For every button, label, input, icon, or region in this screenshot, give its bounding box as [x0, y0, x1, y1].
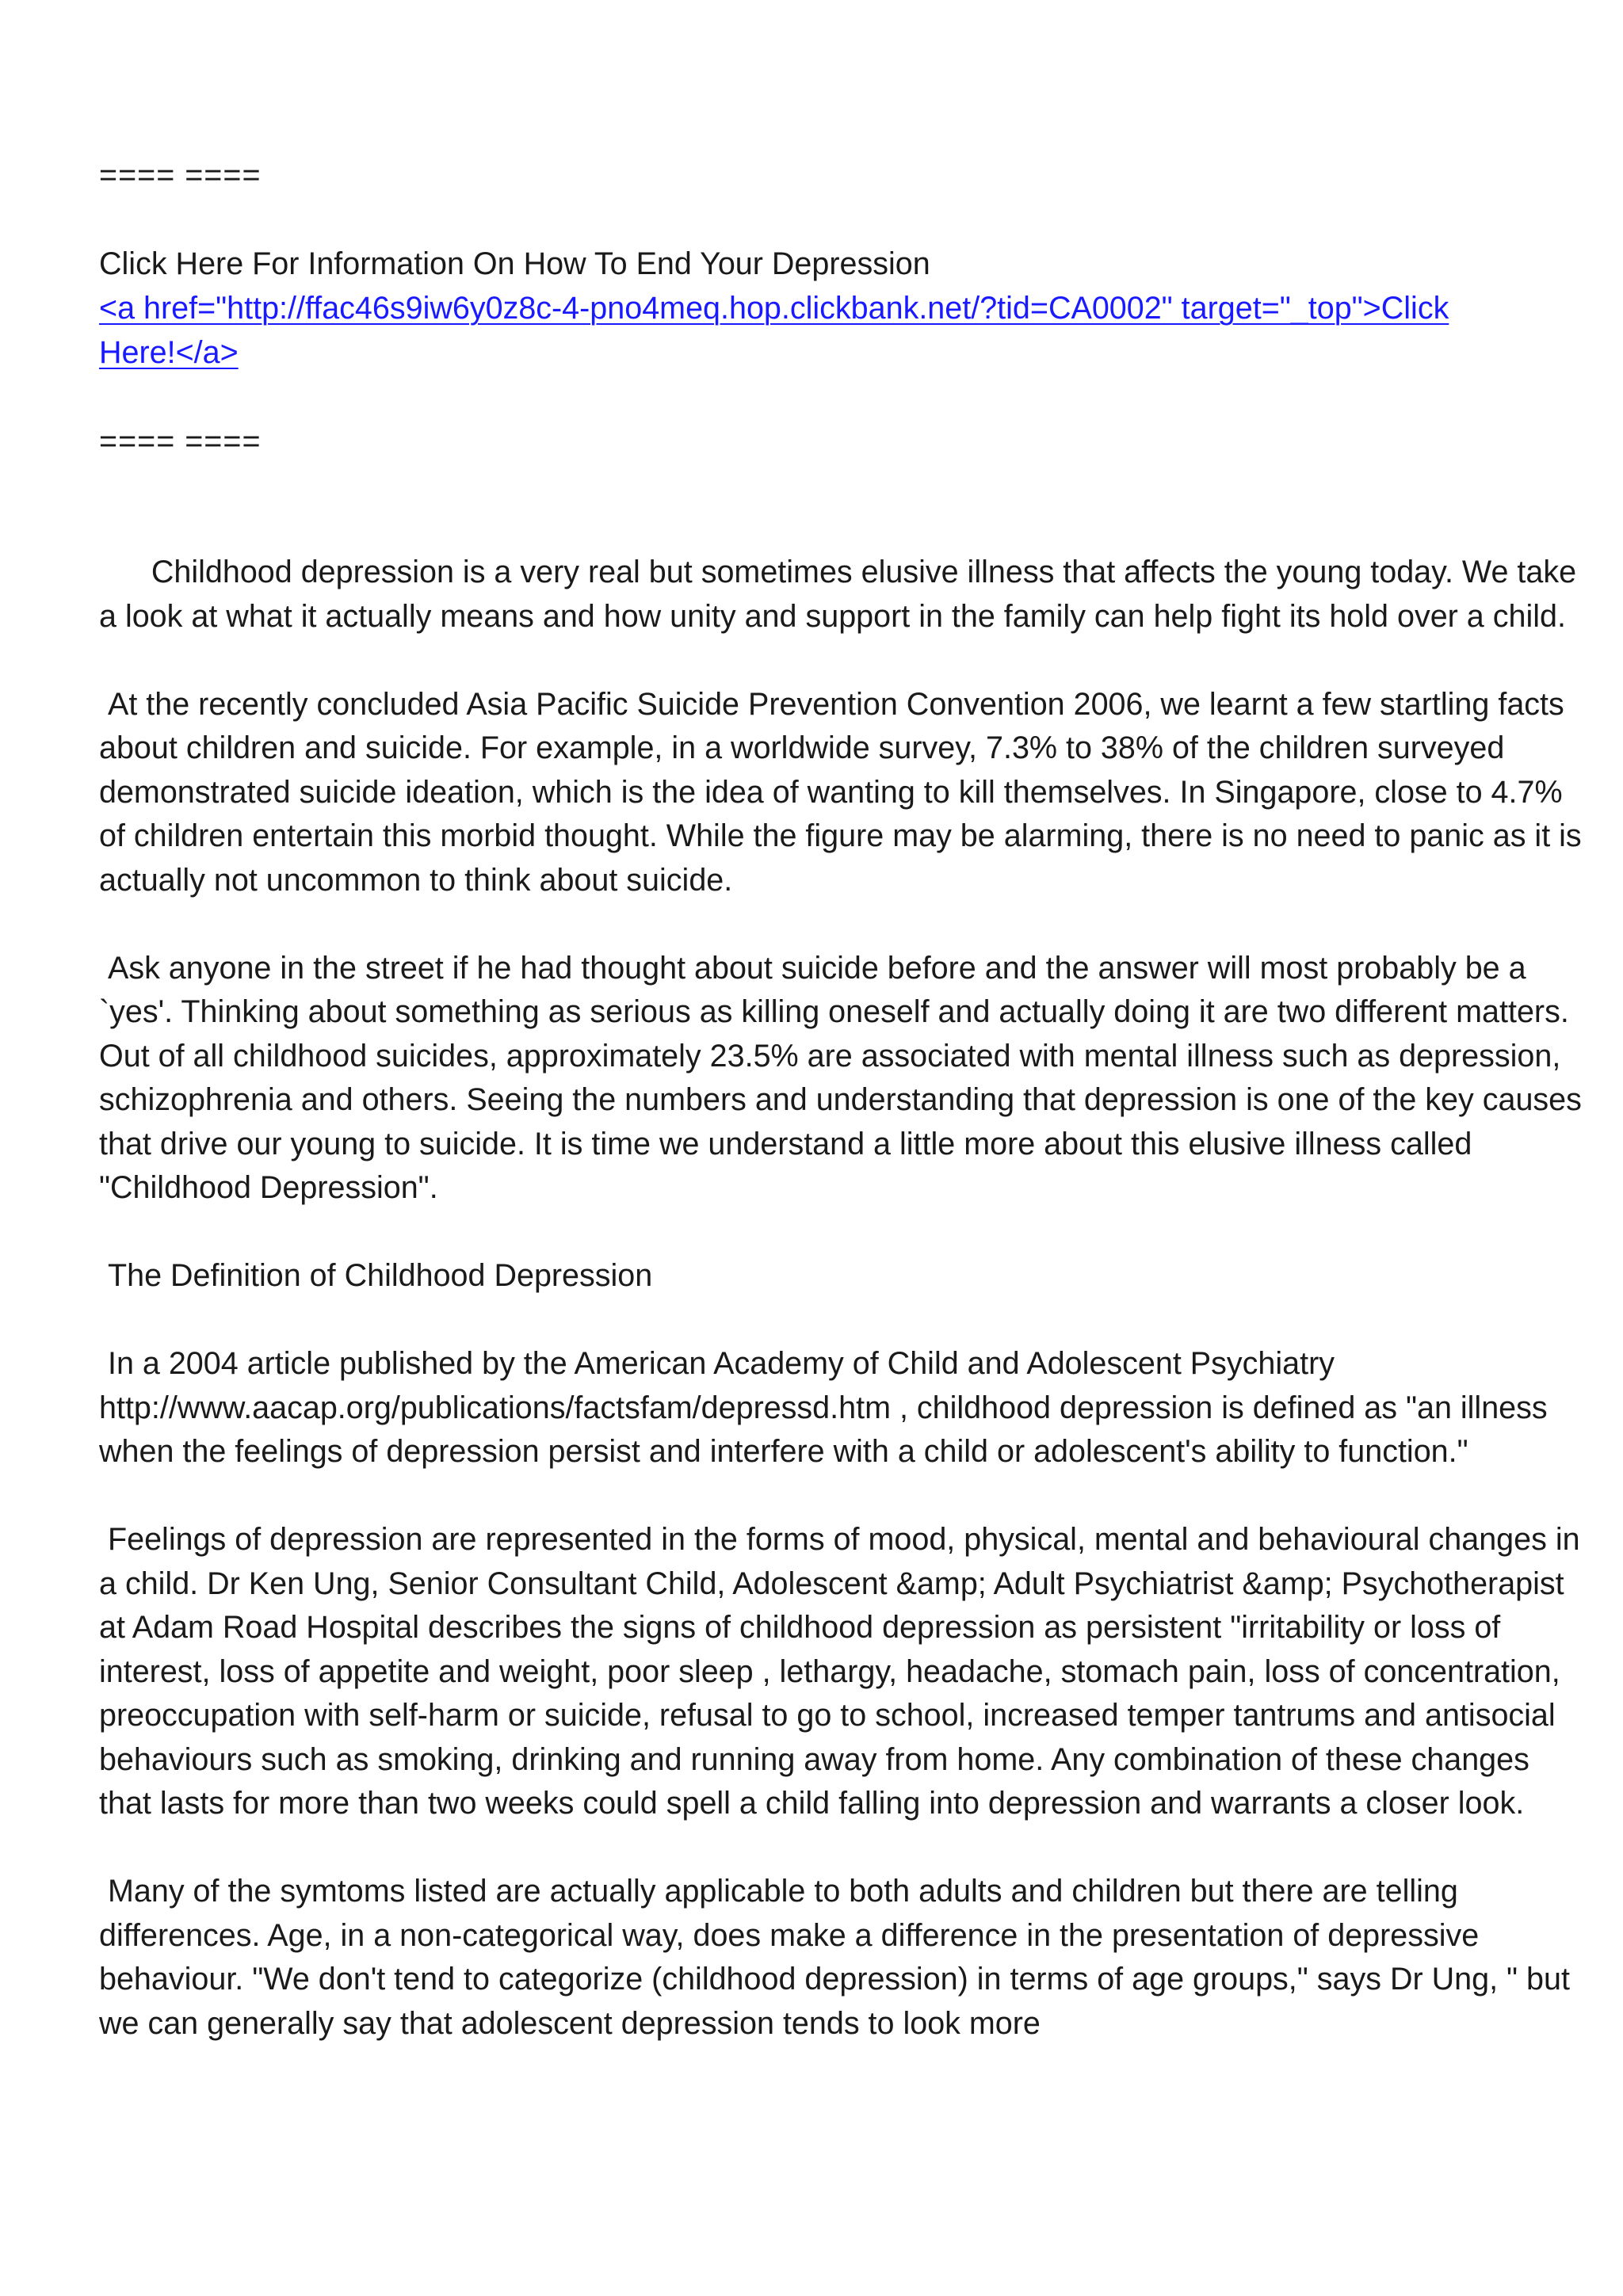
article-paragraph: Ask anyone in the street if he had thought about suicide before and the answer will most probably be a `yes'. Thinking about something as serious as killing oneself and actually doing it are two different matters. Out of all childhood suicides, approximately 23.5% are associated with mental illness such as depression, schizophrenia and others. Seeing the numbers and understanding that depression is one of the key causes that drive our young to suicide. It is time we understand a little more about this elusive illness called "Childhood Depression".: [99, 950, 1591, 1205]
article-intro-paragraph: Childhood depression is a very real but sometimes elusive illness that affects the young today. We take a look at what it actually means and how unity and support in the family can help fight its hold over a child.: [99, 555, 1586, 634]
separator-top: ==== ====: [99, 158, 262, 193]
cta-title: Click Here For Information On How To End Your Depression: [99, 246, 930, 281]
article-paragraph: Many of the symtoms listed are actually applicable to both adults and children but there are telling differences. Age, in a non-categorical way, does make a difference in the presentation of depressive behaviour. "We don't tend to categorize (childhood depression) in terms of age groups," says Dr Ung, " but we can generally say that adolescent depression tends to look more: [99, 1874, 1579, 2041]
article-body: [99, 551, 1589, 2090]
cta-link[interactable]: [99, 287, 1526, 375]
separator-bottom: ==== ====: [99, 424, 262, 459]
article-paragraph: At the recently concluded Asia Pacific Suicide Prevention Convention 2006, we learnt a few startling facts about children and suicide. For example, in a worldwide survey, 7.3% to 38% of the children surveyed demonstrated suicide ideation, which is the idea of wanting to kill themselves. In Singapore, close to 4.7% of children entertain this morbid thought. While the figure may be alarming, there is no need to panic as it is actually not uncommon to think about suicide.: [99, 686, 1591, 898]
article-paragraph: In a 2004 article published by the American Academy of Child and Adolescent Psychiatry http://www.aacap.org/publications/factsfam/depressd.htm , childhood depression is defined as "an illness when the feelings of depression persist and interfere with a child or adolescent's ability to function.": [99, 1346, 1556, 1469]
cta-link-text[interactable]: <a href="http://ffac46s9iw6y0z8c-4-pno4meq.hop.clickbank.net/?tid=CA0002" target="_top">Click Here!</a>: [99, 291, 1449, 370]
article-paragraph: Feelings of depression are represented in the forms of mood, physical, mental and behavioural changes in a child. Dr Ken Ung, Senior Consultant Child, Adolescent &amp; Adult Psychiatrist &amp; Psychotherapist at Adam Road Hospital describes the signs of childhood depression as persistent "irritability or loss of interest, loss of appetite and weight, poor sleep , lethargy, headache, stomach pain, loss of concentration, preoccupation with self-harm or suicide, refusal to go to school, increased temper tantrums and antisocial behaviours such as smoking, drinking and running away from home. Any combination of these changes that lasts for more than two weeks could spell a child falling into depression and warrants a closer look.: [99, 1522, 1589, 1821]
section-heading: The Definition of Childhood Depression: [99, 1258, 653, 1293]
